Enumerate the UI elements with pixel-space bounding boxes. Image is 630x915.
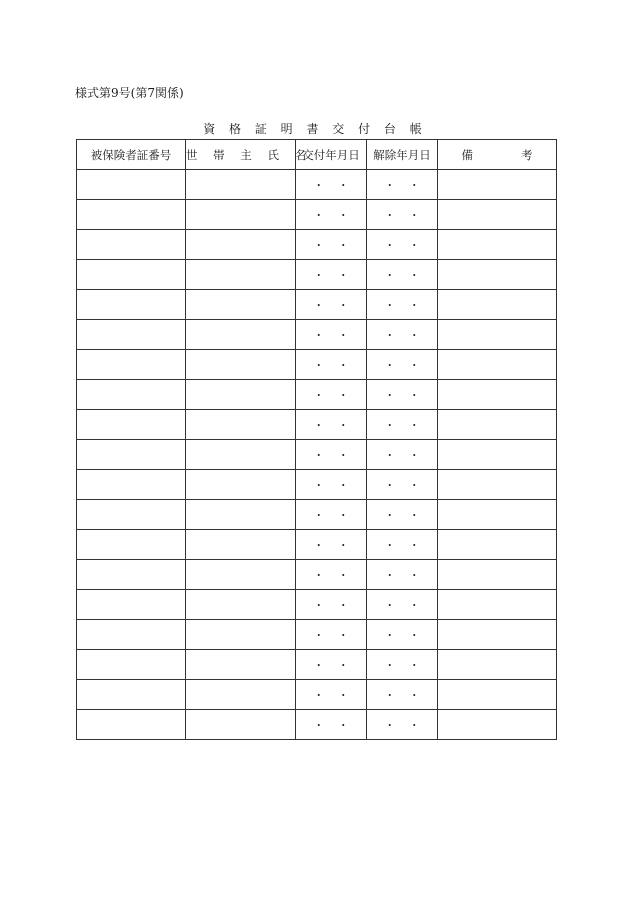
date-separator-dots: ・ ・: [313, 298, 349, 312]
insured-number-cell[interactable]: [77, 230, 186, 260]
household-head-name-cell[interactable]: [186, 500, 296, 530]
remarks-cell[interactable]: [438, 500, 557, 530]
issue-date-cell[interactable]: [296, 530, 367, 560]
document-title: 資 格 証 明 書 交 付 台 帳: [203, 122, 427, 136]
household-head-name-cell[interactable]: [186, 410, 296, 440]
table-row: [77, 410, 557, 440]
release-date-cell[interactable]: [367, 260, 438, 290]
release-date-cell[interactable]: [367, 380, 438, 410]
date-separator-dots: ・ ・: [313, 448, 349, 462]
household-head-name-cell[interactable]: [186, 230, 296, 260]
date-separator-dots: ・ ・: [313, 538, 349, 552]
release-date-cell[interactable]: [367, 560, 438, 590]
date-separator-dots: ・ ・: [384, 358, 420, 372]
insured-number-cell[interactable]: [77, 350, 186, 380]
insured-number-cell[interactable]: [77, 260, 186, 290]
remarks-cell[interactable]: [438, 710, 557, 740]
remarks-cell[interactable]: [438, 350, 557, 380]
date-separator-dots: ・ ・: [313, 598, 349, 612]
issue-date-cell[interactable]: [296, 500, 367, 530]
insured-number-cell[interactable]: [77, 320, 186, 350]
household-head-name-cell[interactable]: [186, 680, 296, 710]
date-separator-dots: ・ ・: [384, 238, 420, 252]
remarks-cell[interactable]: [438, 470, 557, 500]
issue-date-cell[interactable]: [296, 710, 367, 740]
header-remarks-char-1: 備: [461, 147, 473, 162]
issue-date-cell[interactable]: [296, 410, 367, 440]
remarks-cell[interactable]: [438, 530, 557, 560]
date-separator-dots: ・ ・: [313, 718, 349, 732]
insured-number-cell[interactable]: [77, 680, 186, 710]
release-date-cell[interactable]: [367, 200, 438, 230]
release-date-cell[interactable]: [367, 710, 438, 740]
date-separator-dots: ・ ・: [384, 178, 420, 192]
household-head-name-cell[interactable]: [186, 650, 296, 680]
table-row: [77, 380, 557, 410]
insured-number-cell[interactable]: [77, 410, 186, 440]
issue-date-cell[interactable]: [296, 170, 367, 200]
household-head-name-cell[interactable]: [186, 380, 296, 410]
release-date-cell[interactable]: [367, 230, 438, 260]
issue-date-cell[interactable]: [296, 260, 367, 290]
date-separator-dots: ・ ・: [313, 688, 349, 702]
remarks-cell[interactable]: [438, 170, 557, 200]
date-separator-dots: ・ ・: [384, 208, 420, 222]
certificate-issuance-ledger-table: [76, 139, 557, 740]
date-separator-dots: ・ ・: [313, 508, 349, 522]
insured-number-cell[interactable]: [77, 380, 186, 410]
household-head-name-cell[interactable]: [186, 590, 296, 620]
household-head-name-cell[interactable]: [186, 350, 296, 380]
household-head-name-cell[interactable]: [186, 320, 296, 350]
date-separator-dots: ・ ・: [384, 298, 420, 312]
date-separator-dots: ・ ・: [384, 418, 420, 432]
date-separator-dots: ・ ・: [384, 538, 420, 552]
insured-number-cell[interactable]: [77, 530, 186, 560]
remarks-cell[interactable]: [438, 680, 557, 710]
table-row: [77, 590, 557, 620]
date-separator-dots: ・ ・: [384, 478, 420, 492]
date-separator-dots: ・ ・: [384, 388, 420, 402]
date-separator-dots: ・ ・: [313, 418, 349, 432]
release-date-cell[interactable]: [367, 290, 438, 320]
insured-number-cell[interactable]: [77, 500, 186, 530]
table-row: [77, 170, 557, 200]
household-head-name-cell[interactable]: [186, 260, 296, 290]
release-date-cell[interactable]: [367, 590, 438, 620]
remarks-cell[interactable]: [438, 260, 557, 290]
release-date-cell[interactable]: [367, 170, 438, 200]
date-separator-dots: ・ ・: [313, 208, 349, 222]
household-head-name-cell[interactable]: [186, 710, 296, 740]
issue-date-cell[interactable]: [296, 350, 367, 380]
date-separator-dots: ・ ・: [384, 688, 420, 702]
release-date-cell[interactable]: [367, 500, 438, 530]
insured-number-cell[interactable]: [77, 170, 186, 200]
issue-date-cell[interactable]: [296, 590, 367, 620]
header-insured-number: 被保険者証番号: [77, 140, 186, 170]
release-date-cell[interactable]: [367, 620, 438, 650]
release-date-cell[interactable]: [367, 440, 438, 470]
header-remarks: [438, 140, 557, 170]
table-row: [77, 260, 557, 290]
date-separator-dots: ・ ・: [313, 358, 349, 372]
issue-date-cell[interactable]: [296, 560, 367, 590]
release-date-cell[interactable]: [367, 680, 438, 710]
issue-date-cell[interactable]: [296, 290, 367, 320]
insured-number-cell[interactable]: [77, 290, 186, 320]
release-date-cell[interactable]: [367, 410, 438, 440]
table-row: [77, 200, 557, 230]
insured-number-cell[interactable]: [77, 560, 186, 590]
table-row: [77, 320, 557, 350]
date-separator-dots: ・ ・: [384, 598, 420, 612]
remarks-cell[interactable]: [438, 590, 557, 620]
header-remarks-char-2: 考: [521, 147, 533, 162]
remarks-cell[interactable]: [438, 650, 557, 680]
insured-number-cell[interactable]: [77, 440, 186, 470]
table-row: [77, 710, 557, 740]
household-head-name-cell[interactable]: [186, 530, 296, 560]
insured-number-cell[interactable]: [77, 590, 186, 620]
table-row: [77, 290, 557, 320]
date-separator-dots: ・ ・: [384, 568, 420, 582]
table-row: [77, 230, 557, 260]
remarks-cell[interactable]: [438, 380, 557, 410]
remarks-cell[interactable]: [438, 320, 557, 350]
table-row: [77, 350, 557, 380]
date-separator-dots: ・ ・: [384, 658, 420, 672]
remarks-cell[interactable]: [438, 560, 557, 590]
table-row: [77, 620, 557, 650]
date-separator-dots: ・ ・: [384, 448, 420, 462]
issue-date-cell[interactable]: [296, 440, 367, 470]
release-date-cell[interactable]: [367, 530, 438, 560]
insured-number-cell[interactable]: [77, 650, 186, 680]
remarks-cell[interactable]: [438, 620, 557, 650]
date-separator-dots: ・ ・: [313, 268, 349, 282]
issue-date-cell[interactable]: [296, 230, 367, 260]
household-head-name-cell[interactable]: [186, 620, 296, 650]
date-separator-dots: ・ ・: [313, 568, 349, 582]
header-household-head-name: 世 帯 主 氏 名: [186, 140, 296, 170]
date-separator-dots: ・ ・: [313, 478, 349, 492]
remarks-cell[interactable]: [438, 290, 557, 320]
date-separator-dots: ・ ・: [313, 238, 349, 252]
release-date-cell[interactable]: [367, 320, 438, 350]
insured-number-cell[interactable]: [77, 200, 186, 230]
issue-date-cell[interactable]: [296, 680, 367, 710]
date-separator-dots: ・ ・: [313, 658, 349, 672]
household-head-name-cell[interactable]: [186, 170, 296, 200]
household-head-name-cell[interactable]: [186, 470, 296, 500]
issue-date-cell[interactable]: [296, 380, 367, 410]
household-head-name-cell[interactable]: [186, 560, 296, 590]
table-header-row: [77, 140, 557, 170]
date-separator-dots: ・ ・: [384, 628, 420, 642]
issue-date-cell[interactable]: [296, 650, 367, 680]
insured-number-cell[interactable]: [77, 710, 186, 740]
household-head-name-cell[interactable]: [186, 440, 296, 470]
issue-date-cell[interactable]: [296, 200, 367, 230]
date-separator-dots: ・ ・: [313, 388, 349, 402]
issue-date-cell[interactable]: [296, 470, 367, 500]
header-issue-date: 交付年月日: [296, 140, 367, 170]
table-row: [77, 560, 557, 590]
date-separator-dots: ・ ・: [313, 328, 349, 342]
issue-date-cell[interactable]: [296, 320, 367, 350]
date-separator-dots: ・ ・: [384, 268, 420, 282]
date-separator-dots: ・ ・: [313, 178, 349, 192]
remarks-cell[interactable]: [438, 200, 557, 230]
date-separator-dots: ・ ・: [384, 328, 420, 342]
table-row: [77, 470, 557, 500]
date-separator-dots: ・ ・: [313, 628, 349, 642]
household-head-name-cell[interactable]: [186, 200, 296, 230]
table-row: [77, 680, 557, 710]
remarks-cell[interactable]: [438, 440, 557, 470]
date-separator-dots: ・ ・: [384, 718, 420, 732]
table-row: [77, 440, 557, 470]
date-separator-dots: ・ ・: [384, 508, 420, 522]
household-head-name-cell[interactable]: [186, 290, 296, 320]
table-body: [77, 170, 557, 740]
remarks-cell[interactable]: [438, 410, 557, 440]
release-date-cell[interactable]: [367, 470, 438, 500]
form-number-label: 様式第9号(第7関係): [75, 86, 184, 100]
table-row: [77, 530, 557, 560]
release-date-cell[interactable]: [367, 350, 438, 380]
insured-number-cell[interactable]: [77, 470, 186, 500]
remarks-cell[interactable]: [438, 230, 557, 260]
issue-date-cell[interactable]: [296, 620, 367, 650]
insured-number-cell[interactable]: [77, 620, 186, 650]
table-row: [77, 500, 557, 530]
release-date-cell[interactable]: [367, 650, 438, 680]
table-row: [77, 650, 557, 680]
header-release-date: 解除年月日: [367, 140, 438, 170]
